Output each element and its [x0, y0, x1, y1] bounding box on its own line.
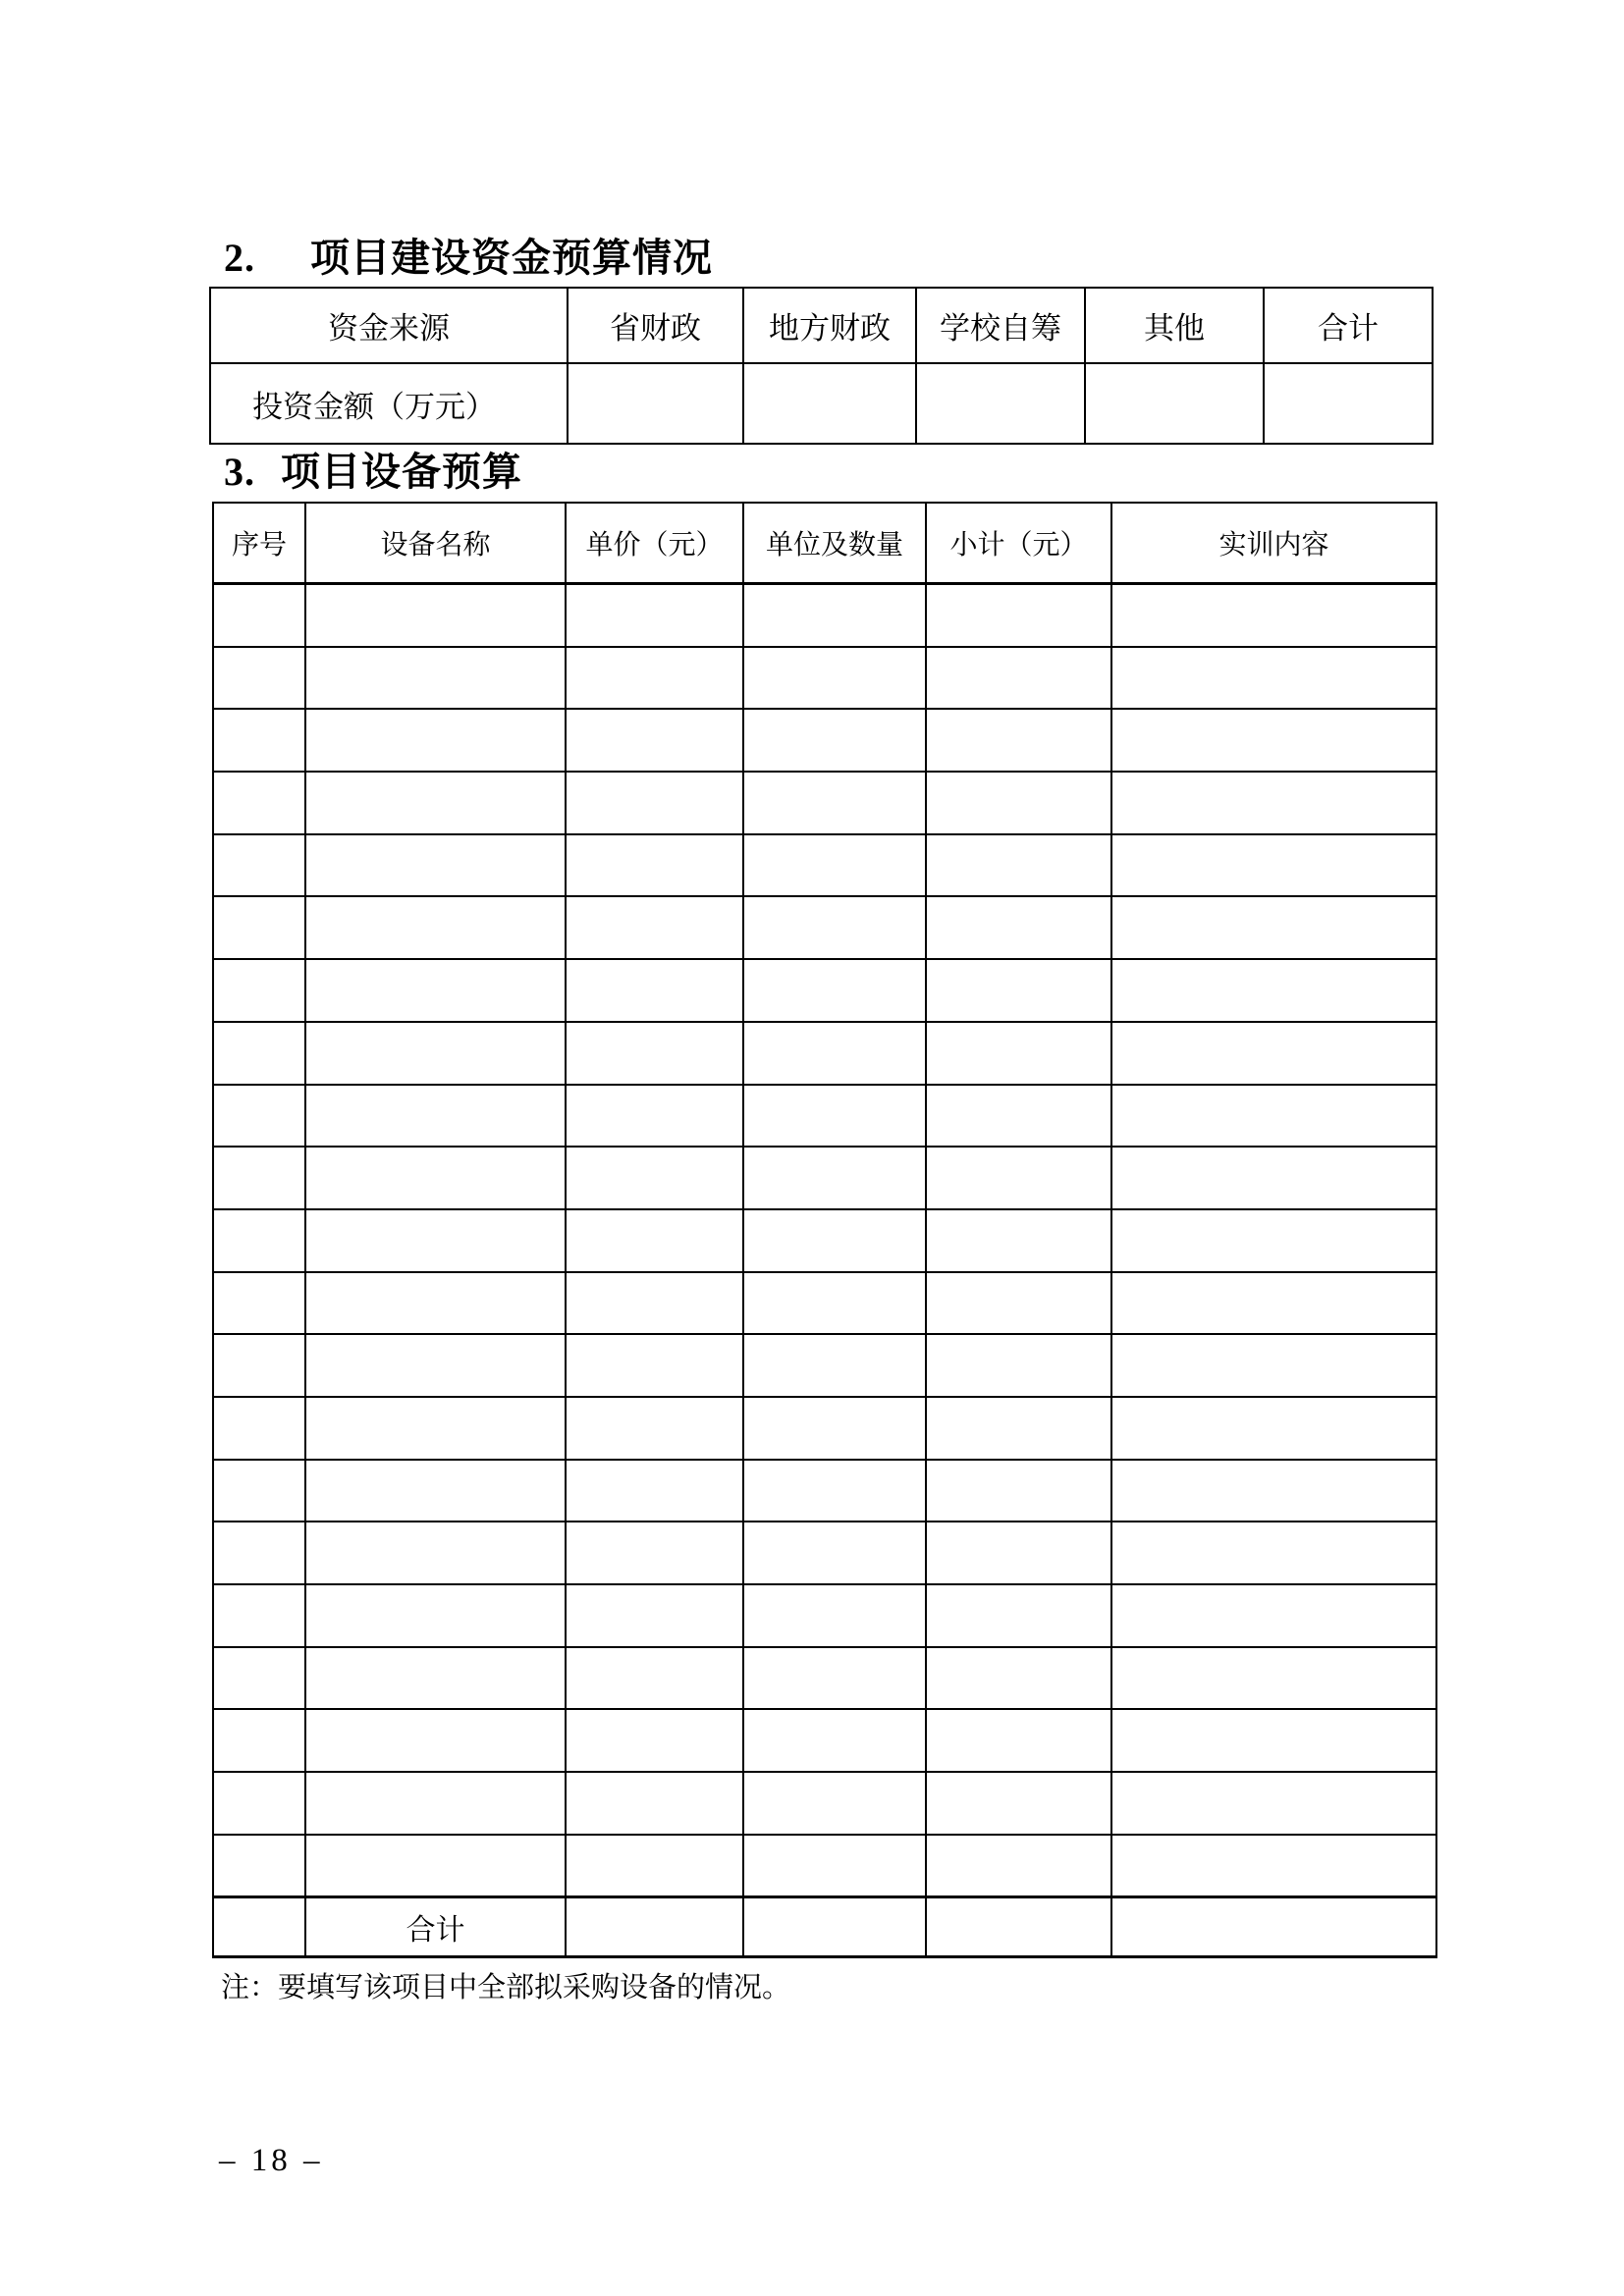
- empty-cell: [1111, 1022, 1436, 1085]
- equipment-empty-row: [213, 1522, 1436, 1584]
- equipment-empty-row: [213, 1460, 1436, 1522]
- equipment-empty-row: [213, 1584, 1436, 1647]
- empty-cell: [566, 1022, 743, 1085]
- t1-header-school-self-raised: 学校自筹: [916, 288, 1085, 363]
- equipment-empty-row: [213, 834, 1436, 897]
- empty-cell: [1111, 1460, 1436, 1522]
- empty-cell: [743, 1772, 926, 1835]
- fund-budget-amount-row: [210, 363, 1433, 444]
- empty-cell: [305, 1460, 566, 1522]
- empty-cell: [743, 1147, 926, 1209]
- empty-cell: [566, 1272, 743, 1335]
- empty-cell: [213, 647, 305, 710]
- section-3-number: 3.: [224, 450, 255, 494]
- empty-cell: [213, 1272, 305, 1335]
- equipment-empty-row: [213, 1397, 1436, 1460]
- t2-header-unit-quantity: 单位及数量: [743, 503, 926, 584]
- empty-cell: [213, 959, 305, 1022]
- t1-header-other: 其他: [1085, 288, 1264, 363]
- empty-cell: [305, 1147, 566, 1209]
- empty-cell: [305, 772, 566, 834]
- t1-header-total: 合计: [1264, 288, 1433, 363]
- empty-cell: [926, 709, 1111, 772]
- empty-cell: [213, 1709, 305, 1772]
- empty-cell: [305, 1272, 566, 1335]
- section-2-number: 2.: [224, 236, 255, 280]
- equipment-empty-row: [213, 1334, 1436, 1397]
- empty-cell: [1111, 584, 1436, 647]
- empty-cell: [926, 1334, 1111, 1397]
- empty-cell: [213, 1835, 305, 1897]
- empty-cell: [1111, 647, 1436, 710]
- empty-cell: [213, 1147, 305, 1209]
- empty-cell: [213, 896, 305, 959]
- empty-cell: [566, 959, 743, 1022]
- empty-cell: [213, 584, 305, 647]
- empty-cell: [305, 1085, 566, 1148]
- page-number: – 18 –: [219, 2143, 324, 2178]
- equipment-header-row: [213, 503, 1436, 584]
- equipment-empty-row: [213, 1147, 1436, 1209]
- empty-cell: [926, 584, 1111, 647]
- section-3-heading: [224, 450, 522, 494]
- empty-cell: [566, 834, 743, 897]
- t2-header-equipment-name: 设备名称: [305, 503, 566, 584]
- empty-cell: [1085, 363, 1264, 444]
- empty-cell: [1111, 1897, 1436, 1957]
- empty-cell: [213, 1584, 305, 1647]
- empty-cell: [926, 1647, 1111, 1710]
- empty-cell: [305, 1397, 566, 1460]
- empty-cell: [566, 647, 743, 710]
- empty-cell: [1111, 709, 1436, 772]
- empty-cell: [926, 1397, 1111, 1460]
- empty-cell: [743, 1584, 926, 1647]
- empty-cell: [568, 363, 743, 444]
- empty-cell: [305, 1522, 566, 1584]
- empty-cell: [743, 1334, 926, 1397]
- t2-header-subtotal: 小计（元）: [926, 503, 1111, 584]
- equipment-empty-row: [213, 772, 1436, 834]
- empty-cell: [926, 772, 1111, 834]
- fund-budget-header-row: [210, 288, 1433, 363]
- empty-cell: [926, 959, 1111, 1022]
- empty-cell: [926, 1209, 1111, 1272]
- empty-cell: [566, 1647, 743, 1710]
- empty-cell: [743, 1709, 926, 1772]
- empty-cell: [926, 896, 1111, 959]
- t2-total-label: 合计: [305, 1897, 566, 1957]
- empty-cell: [926, 1022, 1111, 1085]
- empty-cell: [213, 709, 305, 772]
- t1-investment-amount-label: 投资金额（万元）: [210, 363, 568, 444]
- empty-cell: [1111, 1709, 1436, 1772]
- empty-cell: [926, 1835, 1111, 1897]
- empty-cell: [213, 1772, 305, 1835]
- empty-cell: [305, 709, 566, 772]
- empty-cell: [1111, 896, 1436, 959]
- empty-cell: [566, 772, 743, 834]
- fund-budget-table: [209, 287, 1434, 445]
- empty-cell: [926, 1460, 1111, 1522]
- equipment-empty-row: [213, 1085, 1436, 1148]
- empty-cell: [743, 834, 926, 897]
- empty-cell: [305, 1835, 566, 1897]
- equipment-empty-row: [213, 647, 1436, 710]
- empty-cell: [743, 709, 926, 772]
- section-2-title: 项目建设资金预算情况: [310, 236, 713, 280]
- empty-cell: [213, 1897, 305, 1957]
- empty-cell: [926, 1272, 1111, 1335]
- equipment-empty-row: [213, 959, 1436, 1022]
- t1-header-provincial-finance: 省财政: [568, 288, 743, 363]
- empty-cell: [743, 1397, 926, 1460]
- empty-cell: [926, 1584, 1111, 1647]
- equipment-empty-row: [213, 1022, 1436, 1085]
- empty-cell: [305, 1022, 566, 1085]
- empty-cell: [213, 1460, 305, 1522]
- empty-cell: [926, 1085, 1111, 1148]
- empty-cell: [743, 1897, 926, 1957]
- empty-cell: [305, 1584, 566, 1647]
- empty-cell: [566, 1584, 743, 1647]
- empty-cell: [743, 1647, 926, 1710]
- empty-cell: [743, 772, 926, 834]
- empty-cell: [305, 1709, 566, 1772]
- empty-cell: [1111, 1647, 1436, 1710]
- empty-cell: [213, 1334, 305, 1397]
- empty-cell: [743, 1085, 926, 1148]
- empty-cell: [566, 1397, 743, 1460]
- equipment-empty-row: [213, 1272, 1436, 1335]
- empty-cell: [566, 1835, 743, 1897]
- empty-cell: [213, 834, 305, 897]
- equipment-empty-row: [213, 1647, 1436, 1710]
- empty-cell: [743, 363, 916, 444]
- equipment-empty-row: [213, 896, 1436, 959]
- empty-cell: [566, 1460, 743, 1522]
- equipment-empty-row: [213, 1835, 1436, 1897]
- empty-cell: [213, 1209, 305, 1272]
- empty-cell: [743, 1460, 926, 1522]
- empty-cell: [213, 1022, 305, 1085]
- empty-cell: [743, 1209, 926, 1272]
- empty-cell: [566, 1209, 743, 1272]
- equipment-total-row: [213, 1897, 1436, 1957]
- empty-cell: [1111, 959, 1436, 1022]
- empty-cell: [926, 1147, 1111, 1209]
- note-text: 注：要填写该项目中全部拟采购设备的情况。: [221, 1972, 791, 2003]
- empty-cell: [1264, 363, 1433, 444]
- empty-cell: [305, 584, 566, 647]
- empty-cell: [743, 1835, 926, 1897]
- empty-cell: [566, 896, 743, 959]
- equipment-empty-row: [213, 1209, 1436, 1272]
- t2-header-serial-number: 序号: [213, 503, 305, 584]
- equipment-budget-table: [212, 502, 1437, 1958]
- empty-cell: [743, 647, 926, 710]
- empty-cell: [1111, 1522, 1436, 1584]
- empty-cell: [926, 1522, 1111, 1584]
- empty-cell: [926, 834, 1111, 897]
- empty-cell: [213, 772, 305, 834]
- equipment-empty-row: [213, 1709, 1436, 1772]
- empty-cell: [305, 959, 566, 1022]
- section-2-heading: [224, 236, 713, 280]
- empty-cell: [305, 1209, 566, 1272]
- t1-header-funding-source: 资金来源: [210, 288, 568, 363]
- empty-cell: [1111, 1209, 1436, 1272]
- empty-cell: [213, 1397, 305, 1460]
- empty-cell: [566, 1334, 743, 1397]
- empty-cell: [743, 584, 926, 647]
- empty-cell: [566, 1085, 743, 1148]
- empty-cell: [1111, 1085, 1436, 1148]
- empty-cell: [1111, 1772, 1436, 1835]
- empty-cell: [566, 1709, 743, 1772]
- equipment-empty-row: [213, 1772, 1436, 1835]
- empty-cell: [1111, 1397, 1436, 1460]
- empty-cell: [213, 1647, 305, 1710]
- empty-cell: [1111, 1334, 1436, 1397]
- empty-cell: [566, 1897, 743, 1957]
- empty-cell: [566, 1772, 743, 1835]
- t2-header-training-content: 实训内容: [1111, 503, 1436, 584]
- empty-cell: [305, 834, 566, 897]
- empty-cell: [1111, 1147, 1436, 1209]
- empty-cell: [566, 1522, 743, 1584]
- empty-cell: [743, 1522, 926, 1584]
- empty-cell: [926, 647, 1111, 710]
- empty-cell: [743, 959, 926, 1022]
- empty-cell: [305, 1772, 566, 1835]
- empty-cell: [305, 1647, 566, 1710]
- empty-cell: [926, 1709, 1111, 1772]
- section-3-title: 项目设备预算: [281, 450, 522, 494]
- empty-cell: [743, 1022, 926, 1085]
- empty-cell: [926, 1897, 1111, 1957]
- equipment-empty-row: [213, 709, 1436, 772]
- empty-cell: [566, 584, 743, 647]
- empty-cell: [305, 647, 566, 710]
- empty-cell: [1111, 1835, 1436, 1897]
- empty-cell: [213, 1522, 305, 1584]
- empty-cell: [305, 896, 566, 959]
- empty-cell: [1111, 1272, 1436, 1335]
- t2-header-unit-price: 单价（元）: [566, 503, 743, 584]
- empty-cell: [916, 363, 1085, 444]
- t1-header-local-finance: 地方财政: [743, 288, 916, 363]
- equipment-empty-row: [213, 584, 1436, 647]
- empty-cell: [566, 709, 743, 772]
- empty-cell: [743, 1272, 926, 1335]
- empty-cell: [305, 1334, 566, 1397]
- empty-cell: [1111, 1584, 1436, 1647]
- empty-cell: [926, 1772, 1111, 1835]
- empty-cell: [213, 1085, 305, 1148]
- empty-cell: [1111, 834, 1436, 897]
- empty-cell: [743, 896, 926, 959]
- empty-cell: [566, 1147, 743, 1209]
- empty-cell: [1111, 772, 1436, 834]
